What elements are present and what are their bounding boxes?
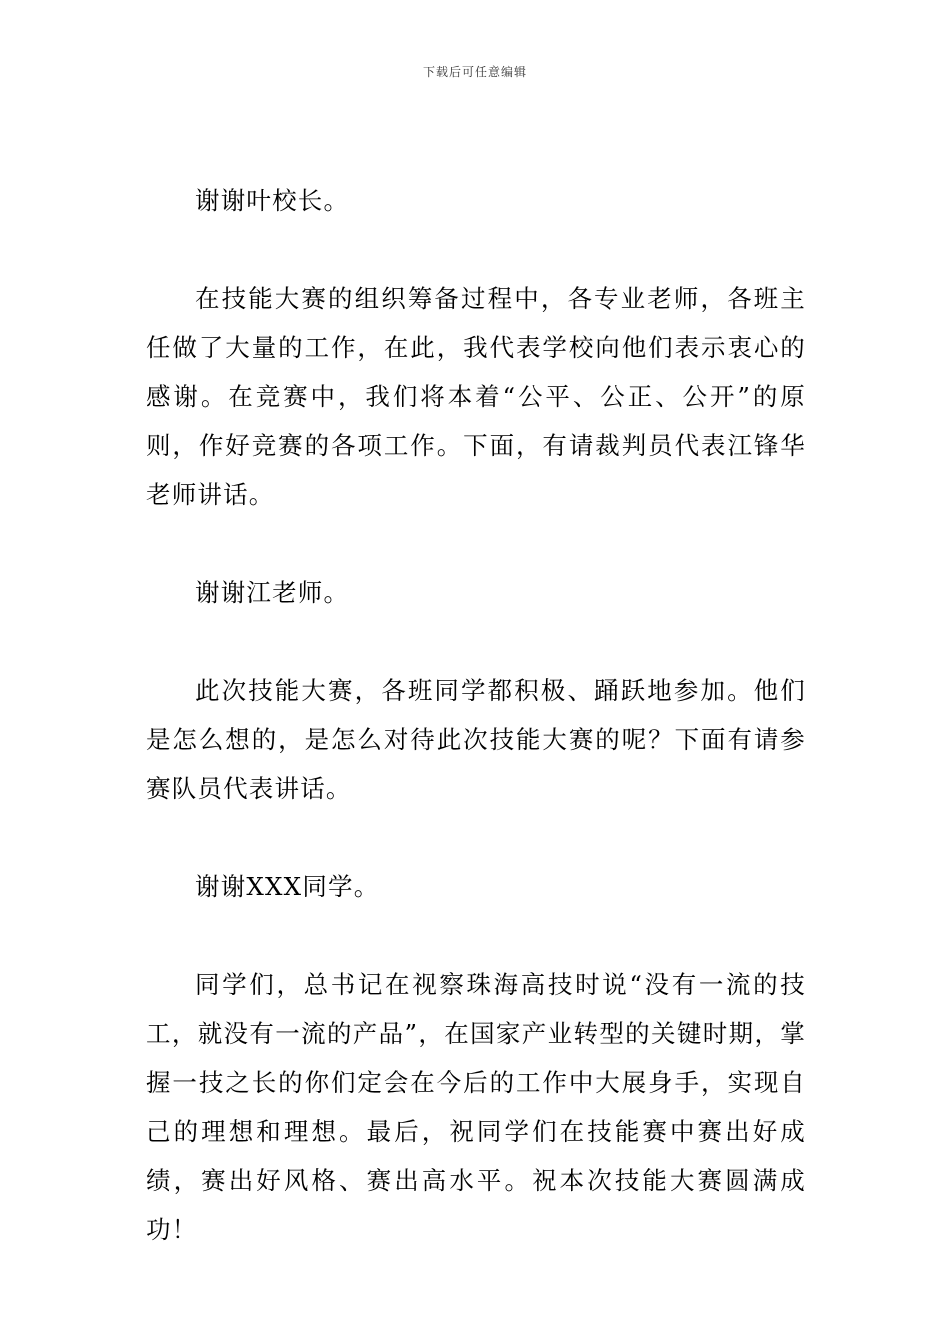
paragraph-gap [146,617,806,666]
document-body [146,176,806,1254]
paragraph-participants: 此次技能大赛，各班同学都积极、踊跃地参加。他们是怎么想的，是怎么对待此次技能大赛的呢？下面有请参赛队员代表讲话。 [146,676,806,803]
paragraph-thanks-principal: 谢谢叶校长。 [195,186,350,215]
paragraph-gap [146,225,806,274]
paragraph-thanks-teacher: 谢谢江老师。 [195,578,350,607]
header-note: 下载后可任意编辑 [422,65,527,79]
paragraph-preparation: 在技能大赛的组织筹备过程中，各专业老师，各班主任做了大量的工作，在此，我代表学校向他们表示衷心的感谢。在竞赛中，我们将本着“公平、公正、公开”的原则，作好竞赛的各项工作。下面，有请裁判员代表江锋华老师讲话。 [146,284,806,509]
paragraph-gap [146,519,806,568]
paragraph-closing: 同学们，总书记在视察珠海高技时说“没有一流的技工，就没有一流的产品”，在国家产业转型的关键时期，掌握一技之长的你们定会在今后的工作中大展身手，实现自己的理想和理想。最后，祝同学们在技能赛中赛出好成绩，赛出好风格、赛出高水平。祝本次技能大赛圆满成功！ [146,970,806,1244]
paragraph-thanks-student: 谢谢XXX同学。 [195,872,380,901]
paragraph-gap [146,813,806,862]
paragraph-gap [146,911,806,960]
